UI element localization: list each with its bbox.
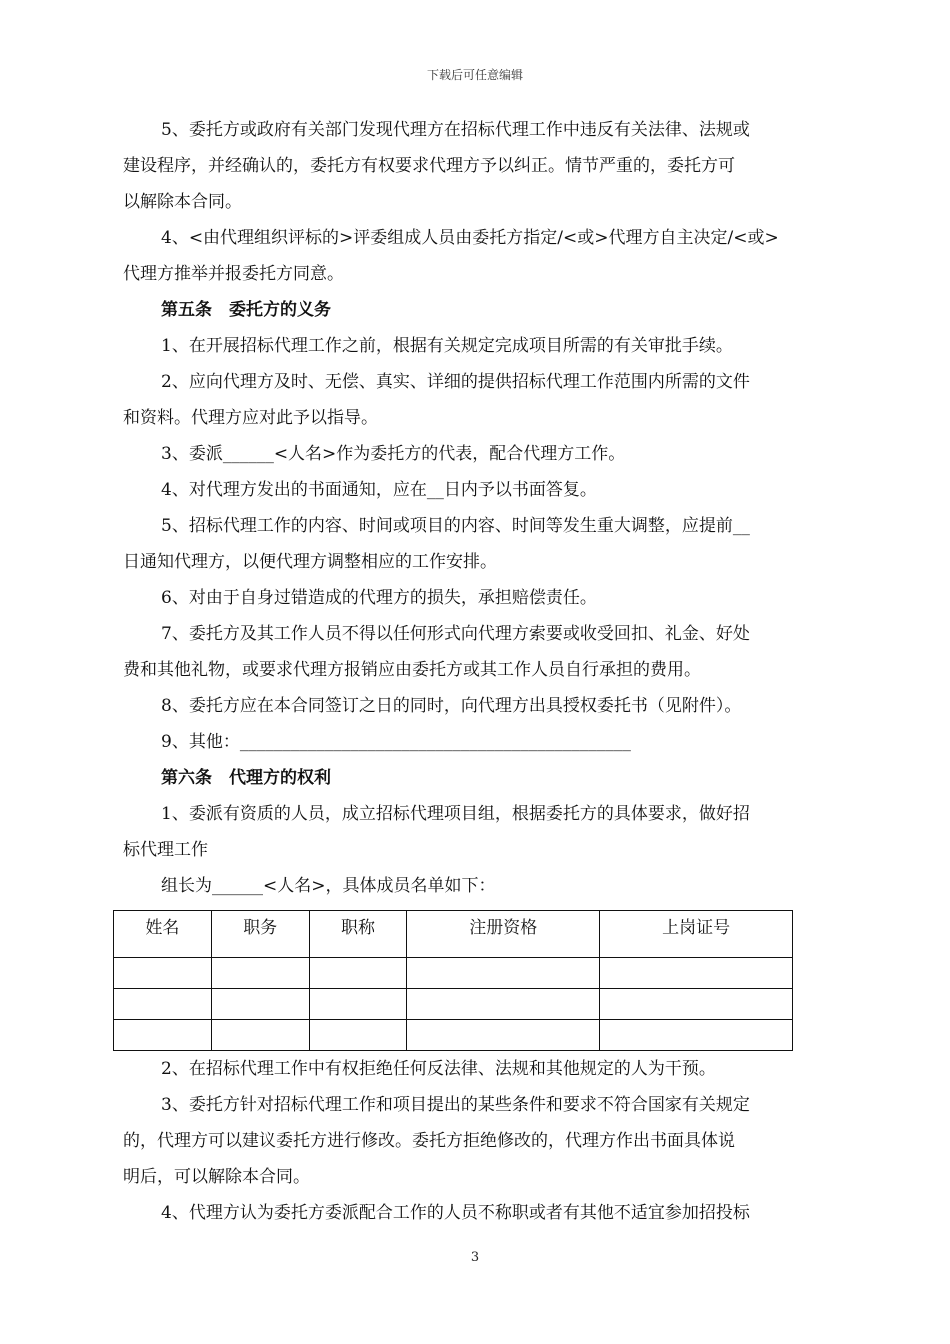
paragraph-continuation: 以解除本合同。 bbox=[123, 192, 242, 212]
column-header-qualification: 注册资格 bbox=[407, 911, 600, 958]
page-number: 3 bbox=[470, 1250, 480, 1265]
table-cell bbox=[600, 989, 793, 1020]
article-6-item: 2、在招标代理工作中有权拒绝任何反法律、法规和其他规定的人为干预。 bbox=[161, 1059, 716, 1079]
article-5-item: 7、委托方及其工作人员不得以任何形式向代理方索要或收受回扣、礼金、好处 bbox=[161, 624, 750, 644]
table-cell bbox=[114, 1020, 212, 1051]
paragraph-continuation: 代理方推举并报委托方同意。 bbox=[123, 264, 344, 284]
table-cell bbox=[407, 1020, 600, 1051]
team-leader-line: 组长为______<人名>，具体成员名单如下： bbox=[161, 876, 496, 896]
column-header-certificate: 上岗证号 bbox=[600, 911, 793, 958]
team-members-table bbox=[113, 910, 793, 1051]
table-cell bbox=[309, 1020, 407, 1051]
article-5-heading: 第五条 委托方的义务 bbox=[161, 300, 331, 320]
paragraph-continuation: 明后，可以解除本合同。 bbox=[123, 1167, 310, 1187]
article-6-item: 1、委派有资质的人员，成立招标代理项目组，根据委托方的具体要求，做好招 bbox=[161, 804, 750, 824]
article-5-item: 3、委派______<人名>作为委托方的代表，配合代理方工作。 bbox=[161, 444, 626, 464]
paragraph-continuation: 的，代理方可以建议委托方进行修改。委托方拒绝修改的，代理方作出书面具体说 bbox=[123, 1131, 735, 1151]
table-cell bbox=[407, 958, 600, 989]
document-body bbox=[123, 112, 828, 1231]
paragraph: 5、委托方或政府有关部门发现代理方在招标代理工作中违反有关法律、法规或 bbox=[161, 120, 750, 140]
table-cell bbox=[407, 989, 600, 1020]
paragraph-continuation: 标代理工作 bbox=[123, 840, 208, 860]
article-5-item: 5、招标代理工作的内容、时间或项目的内容、时间等发生重大调整，应提前__ bbox=[161, 516, 750, 536]
column-header-name: 姓名 bbox=[114, 911, 212, 958]
article-6-heading: 第六条 代理方的权利 bbox=[161, 768, 331, 788]
page-header: 下载后可任意编辑 bbox=[426, 68, 523, 82]
table-cell bbox=[600, 958, 793, 989]
paragraph-continuation: 建设程序，并经确认的，委托方有权要求代理方予以纠正。情节严重的，委托方可 bbox=[123, 156, 735, 176]
article-6-item: 4、代理方认为委托方委派配合工作的人员不称职或者有其他不适宜参加招投标 bbox=[161, 1203, 750, 1223]
table-cell bbox=[211, 958, 309, 989]
article-5-item: 9、其他：______________________________________________ bbox=[161, 732, 631, 752]
table-row bbox=[114, 1020, 793, 1051]
table-cell bbox=[211, 989, 309, 1020]
table-row bbox=[114, 989, 793, 1020]
paragraph: 4、<由代理组织评标的>评委组成人员由委托方指定/<或>代理方自主决定/<或> bbox=[161, 228, 779, 248]
paragraph-continuation: 费和其他礼物，或要求代理方报销应由委托方或其工作人员自行承担的费用。 bbox=[123, 660, 701, 680]
table-cell bbox=[309, 989, 407, 1020]
article-5-item: 4、对代理方发出的书面通知，应在__日内予以书面答复。 bbox=[161, 480, 597, 500]
table-header-row bbox=[114, 911, 793, 958]
article-5-item: 8、委托方应在本合同签订之日的同时，向代理方出具授权委托书（见附件）。 bbox=[161, 696, 742, 716]
table-cell bbox=[211, 1020, 309, 1051]
article-5-item: 2、应向代理方及时、无偿、真实、详细的提供招标代理工作范围内所需的文件 bbox=[161, 372, 750, 392]
table-cell bbox=[114, 989, 212, 1020]
table-cell bbox=[600, 1020, 793, 1051]
article-5-item: 6、对由于自身过错造成的代理方的损失，承担赔偿责任。 bbox=[161, 588, 597, 608]
table-cell bbox=[309, 958, 407, 989]
article-6-item: 3、委托方针对招标代理工作和项目提出的某些条件和要求不符合国家有关规定 bbox=[161, 1095, 750, 1115]
column-header-position: 职务 bbox=[211, 911, 309, 958]
table-row bbox=[114, 958, 793, 989]
table-cell bbox=[114, 958, 212, 989]
article-5-item: 1、在开展招标代理工作之前，根据有关规定完成项目所需的有关审批手续。 bbox=[161, 336, 733, 356]
paragraph-continuation: 日通知代理方，以便代理方调整相应的工作安排。 bbox=[123, 552, 497, 572]
paragraph-continuation: 和资料。代理方应对此予以指导。 bbox=[123, 408, 378, 428]
column-header-title: 职称 bbox=[309, 911, 407, 958]
